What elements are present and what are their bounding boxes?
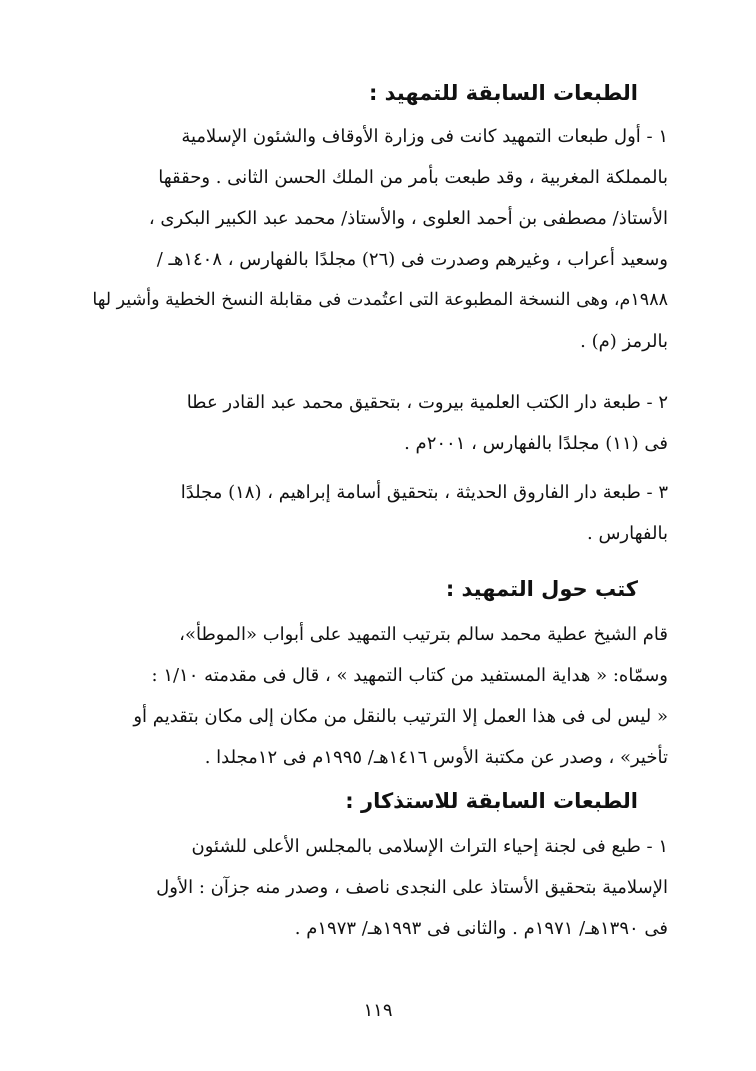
text-line: فى ١٣٩٠هـ/ ١٩٧١م . والثانى فى ١٩٩٣هـ/ ١٩٧٣م . bbox=[294, 918, 668, 939]
text-line: وسمّاه: « هداية المستفيد من كتاب التمهيد » ، قال فى مقدمته ١/١٠ : bbox=[151, 665, 668, 686]
text-line: قام الشيخ عطية محمد سالم بترتيب التمهيد على أبواب «الموطأ»، bbox=[179, 624, 668, 645]
paragraph-istidhkar-edition-1 bbox=[88, 826, 668, 949]
section-heading-books-about-tamhid: كتب حول التمهيد : bbox=[445, 577, 638, 601]
section-heading-previous-editions-tamhid: الطبعات السابقة للتمهيد : bbox=[368, 81, 638, 105]
text-line: بالمملكة المغربية ، وقد طبعت بأمر من الملك الحسن الثانى . وحققها bbox=[158, 167, 668, 188]
paragraph-edition-1 bbox=[88, 116, 668, 362]
section-heading-previous-editions-istidhkar: الطبعات السابقة للاستذكار : bbox=[345, 789, 638, 813]
text-line: ٣ - طبعة دار الفاروق الحديثة ، بتحقيق أسامة إبراهيم ، (١٨) مجلدًا bbox=[180, 482, 668, 503]
text-line: « ليس لى فى هذا العمل إلا الترتيب بالنقل من مكان إلى مكان بتقديم أو bbox=[133, 706, 668, 727]
page-number: ١١٩ bbox=[363, 1000, 393, 1021]
text-line: بالرمز (م) . bbox=[580, 331, 668, 352]
text-line: تأخير» ، وصدر عن مكتبة الأوس ١٤١٦هـ/ ١٩٩٥م فى ١٢مجلدا . bbox=[204, 747, 668, 768]
text-line: وسعيد أعراب ، وغيرهم وصدرت فى (٢٦) مجلدًا بالفهارس ، ١٤٠٨هـ / bbox=[156, 249, 668, 270]
paragraph-edition-2 bbox=[88, 382, 668, 464]
paragraph-books-about bbox=[88, 614, 668, 778]
text-line: الأستاذ/ مصطفى بن أحمد العلوى ، والأستاذ/ محمد عبد الكبير البكرى ، bbox=[148, 208, 668, 229]
text-line: فى (١١) مجلدًا بالفهارس ، ٢٠٠١م . bbox=[404, 433, 668, 454]
text-line: ١ - أول طبعات التمهيد كانت فى وزارة الأوقاف والشئون الإسلامية bbox=[181, 126, 668, 147]
text-line: ١٩٨٨م، وهى النسخة المطبوعة التى اعتُمدت فى مقابلة النسخ الخطية وأشير لها bbox=[92, 290, 668, 310]
text-line: الإسلامية بتحقيق الأستاذ على النجدى ناصف ، وصدر منه جزآن : الأول bbox=[156, 877, 668, 898]
paragraph-edition-3 bbox=[88, 472, 668, 554]
text-line: بالفهارس . bbox=[587, 523, 668, 544]
text-line: ٢ - طبعة دار الكتب العلمية بيروت ، بتحقيق محمد عبد القادر عطا bbox=[186, 392, 668, 413]
text-line: ١ - طبع فى لجنة إحياء التراث الإسلامى بالمجلس الأعلى للشئون bbox=[191, 836, 668, 857]
